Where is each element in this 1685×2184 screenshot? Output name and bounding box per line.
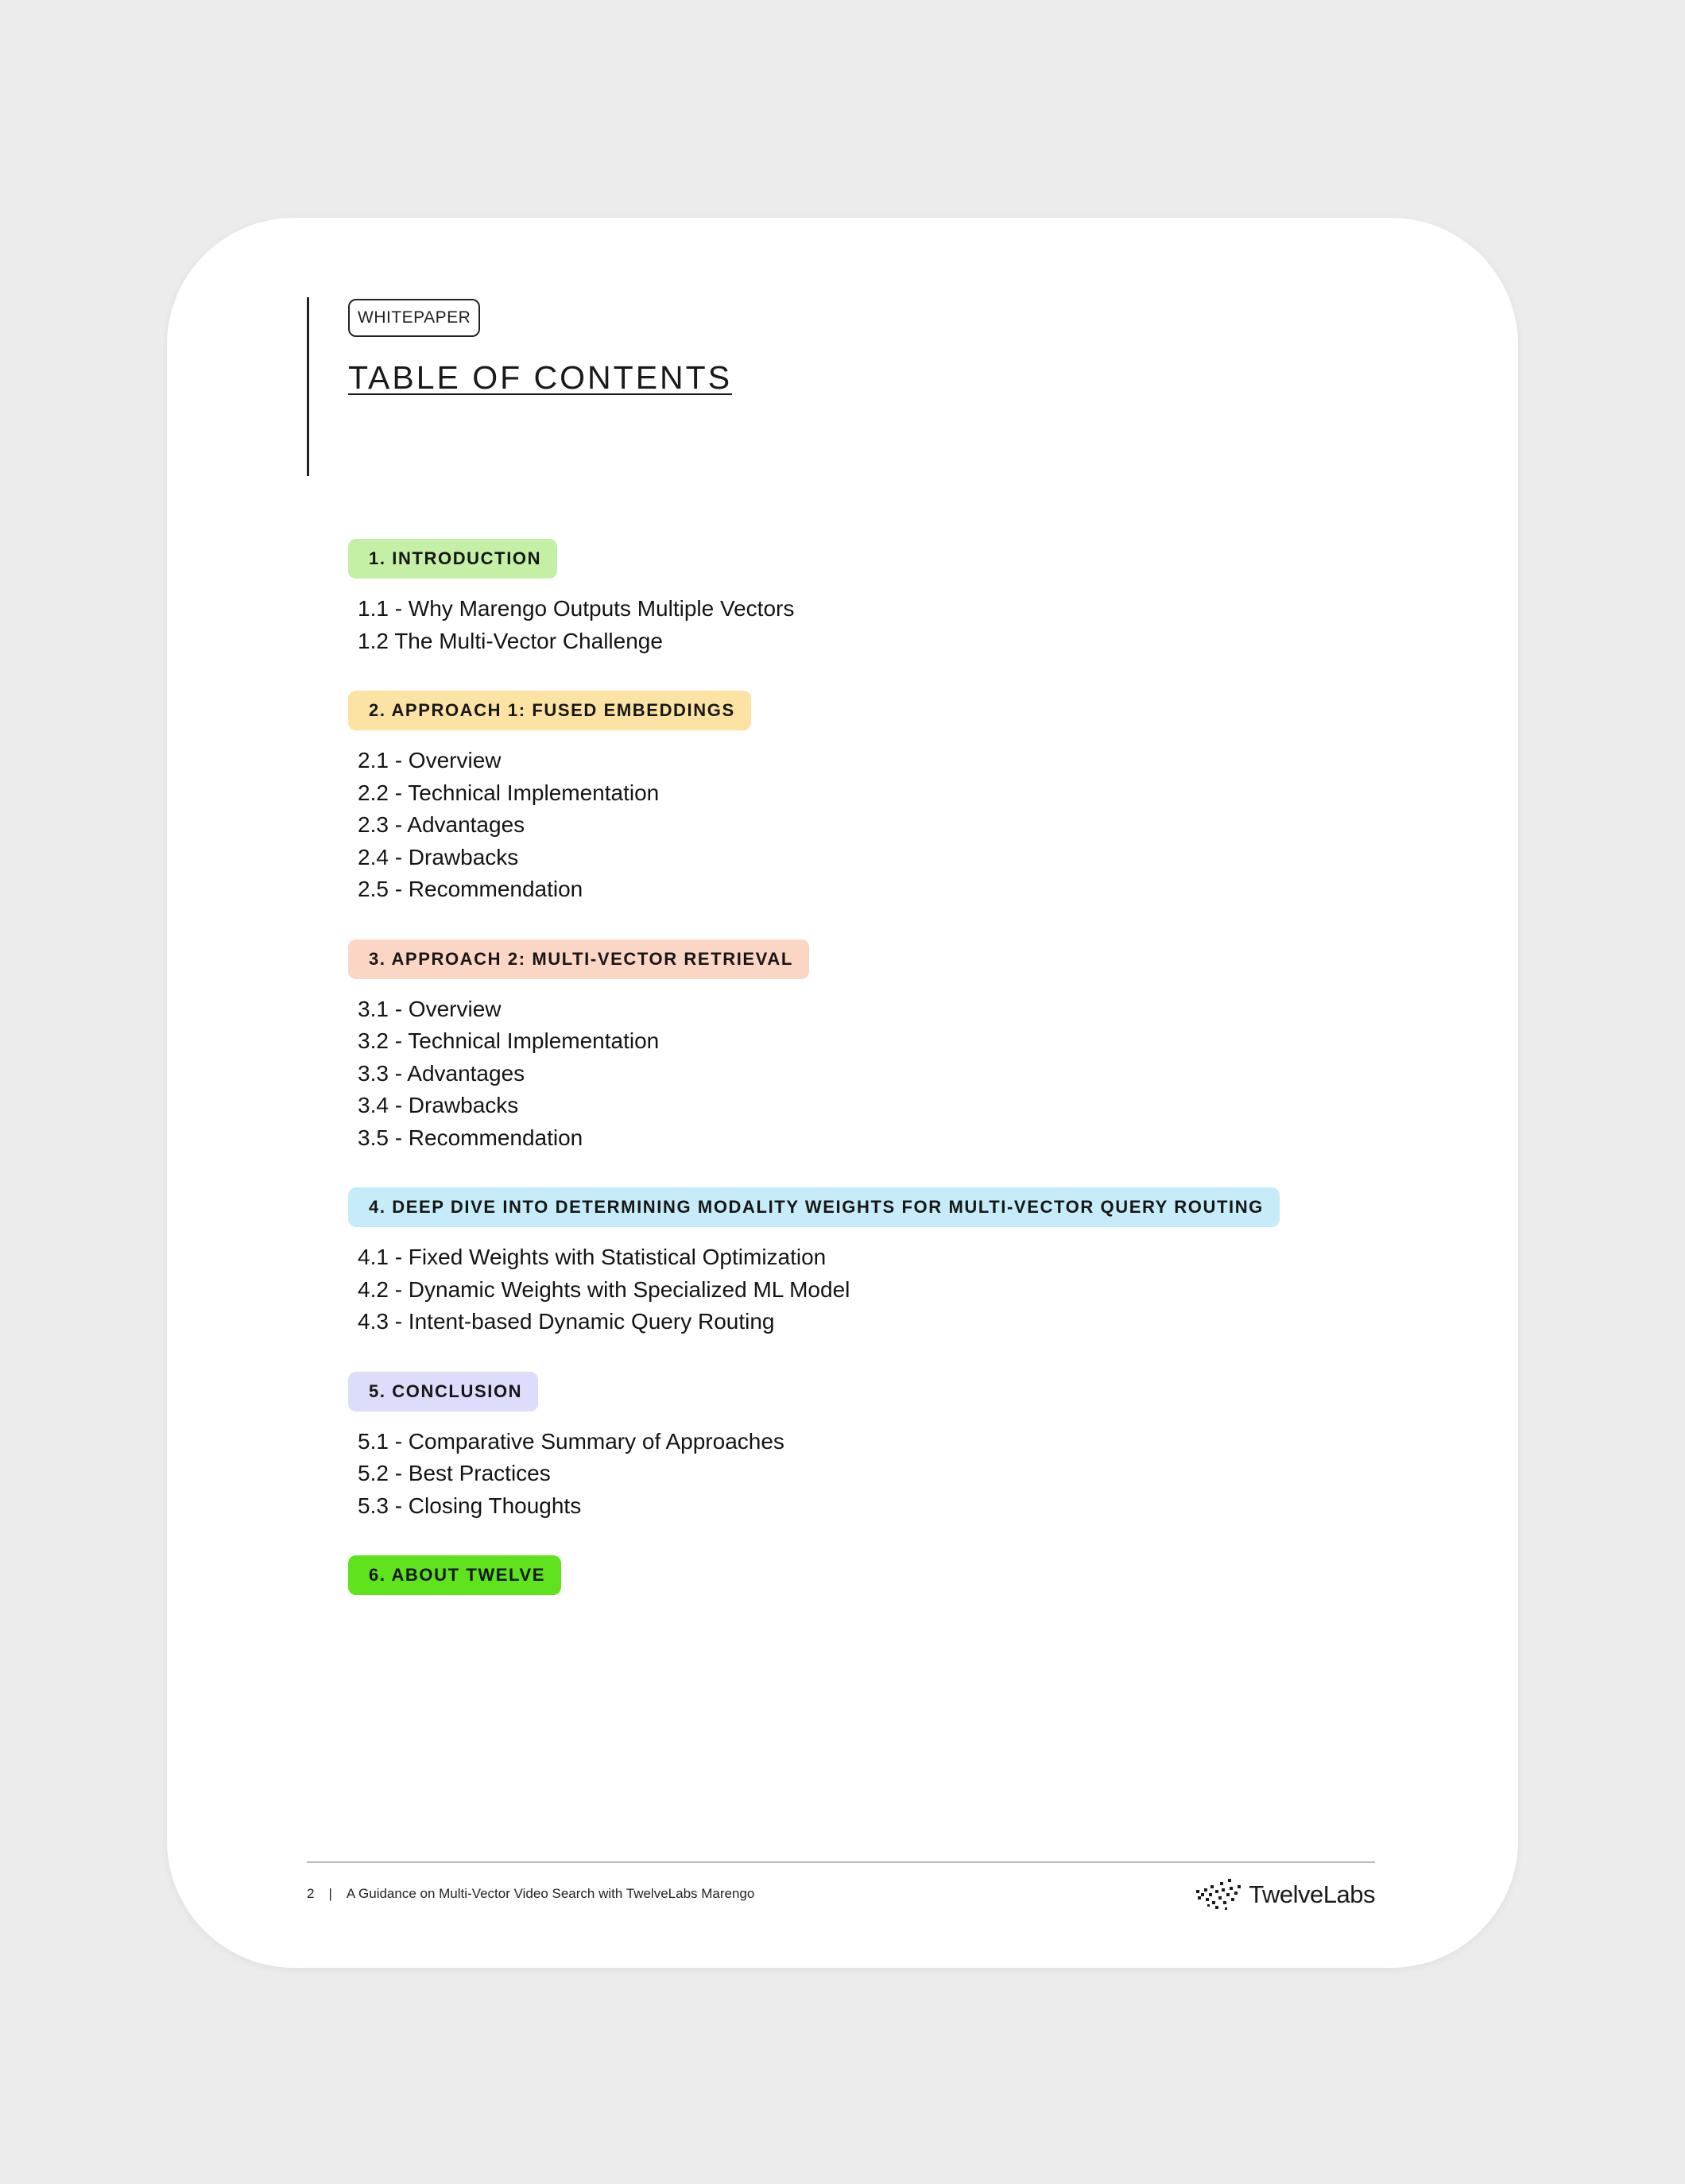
toc-section-heading[interactable]: 6. ABOUT TWELVE — [348, 1555, 561, 1595]
toc-subsection-item[interactable]: 2.2 - Technical Implementation — [358, 780, 660, 805]
toc-section-heading[interactable]: 3. APPROACH 2: MULTI-VECTOR RETRIEVAL — [348, 939, 809, 979]
toc-subsection-item[interactable]: 4.2 - Dynamic Weights with Specialized ML Model — [358, 1276, 850, 1302]
toc-section-heading[interactable]: 4. DEEP DIVE INTO DETERMINING MODALITY WEIGHTS FOR MULTI-VECTOR QUERY ROUTING — [348, 1187, 1280, 1227]
page-number: 2 — [307, 1886, 315, 1901]
toc-subsection-item[interactable]: 5.3 - Closing Thoughts — [358, 1493, 582, 1518]
document-type-tag: WHITEPAPER — [348, 299, 480, 337]
toc-subsection-list — [348, 593, 1381, 657]
toc-subsection-item[interactable]: 3.2 - Technical Implementation — [358, 1028, 660, 1053]
brand-lockup — [1195, 1877, 1375, 1912]
toc-subsection-list — [348, 1241, 1381, 1338]
toc-subsection-list — [348, 745, 1381, 906]
table-of-contents — [348, 539, 1381, 1628]
toc-subsection-item[interactable]: 2.1 - Overview — [358, 748, 502, 773]
toc-section — [348, 539, 1381, 657]
toc-section — [348, 691, 1381, 906]
page-title: TABLE OF CONTENTS — [348, 359, 733, 396]
toc-subsection-item[interactable]: 5.1 - Comparative Summary of Approaches — [358, 1428, 784, 1454]
toc-section-heading[interactable]: 5. CONCLUSION — [348, 1372, 538, 1411]
toc-section-heading[interactable]: 2. APPROACH 1: FUSED EMBEDDINGS — [348, 691, 751, 730]
toc-subsection-item[interactable]: 3.4 - Drawbacks — [358, 1093, 519, 1117]
toc-section — [348, 1372, 1381, 1523]
twelvelabs-logo-icon — [1195, 1877, 1242, 1912]
toc-subsection-item[interactable]: 2.4 - Drawbacks — [358, 844, 519, 869]
toc-subsection-item[interactable]: 5.2 - Best Practices — [358, 1461, 551, 1485]
toc-subsection-item[interactable]: 3.3 - Advantages — [358, 1060, 525, 1086]
toc-section — [348, 1187, 1381, 1338]
document-page — [167, 218, 1518, 1968]
toc-subsection-item[interactable]: 1.2 The Multi-Vector Challenge — [358, 628, 663, 653]
footer-separator: | — [328, 1886, 332, 1901]
footer-caption — [307, 1886, 754, 1902]
toc-subsection-item[interactable]: 1.1 - Why Marengo Outputs Multiple Vectors — [358, 596, 795, 621]
brand-name: TwelveLabs — [1249, 1880, 1375, 1908]
toc-subsection-item[interactable]: 2.5 - Recommendation — [358, 877, 583, 901]
toc-subsection-list — [348, 1426, 1381, 1523]
header-vertical-rule — [307, 297, 309, 476]
toc-subsection-item[interactable]: 4.1 - Fixed Weights with Statistical Optimization — [358, 1245, 827, 1269]
footer-document-title: A Guidance on Multi-Vector Video Search with TwelveLabs Marengo — [346, 1886, 755, 1901]
toc-subsection-item[interactable]: 3.1 - Overview — [358, 996, 502, 1021]
toc-section-heading[interactable]: 1. INTRODUCTION — [348, 539, 557, 579]
toc-section — [348, 939, 1381, 1155]
toc-subsection-item[interactable]: 3.5 - Recommendation — [358, 1125, 583, 1150]
footer-divider — [307, 1861, 1375, 1863]
toc-subsection-list — [348, 993, 1381, 1155]
toc-section — [348, 1555, 1381, 1595]
toc-subsection-item[interactable]: 2.3 - Advantages — [358, 812, 525, 837]
toc-subsection-item[interactable]: 4.3 - Intent-based Dynamic Query Routing — [358, 1309, 775, 1334]
